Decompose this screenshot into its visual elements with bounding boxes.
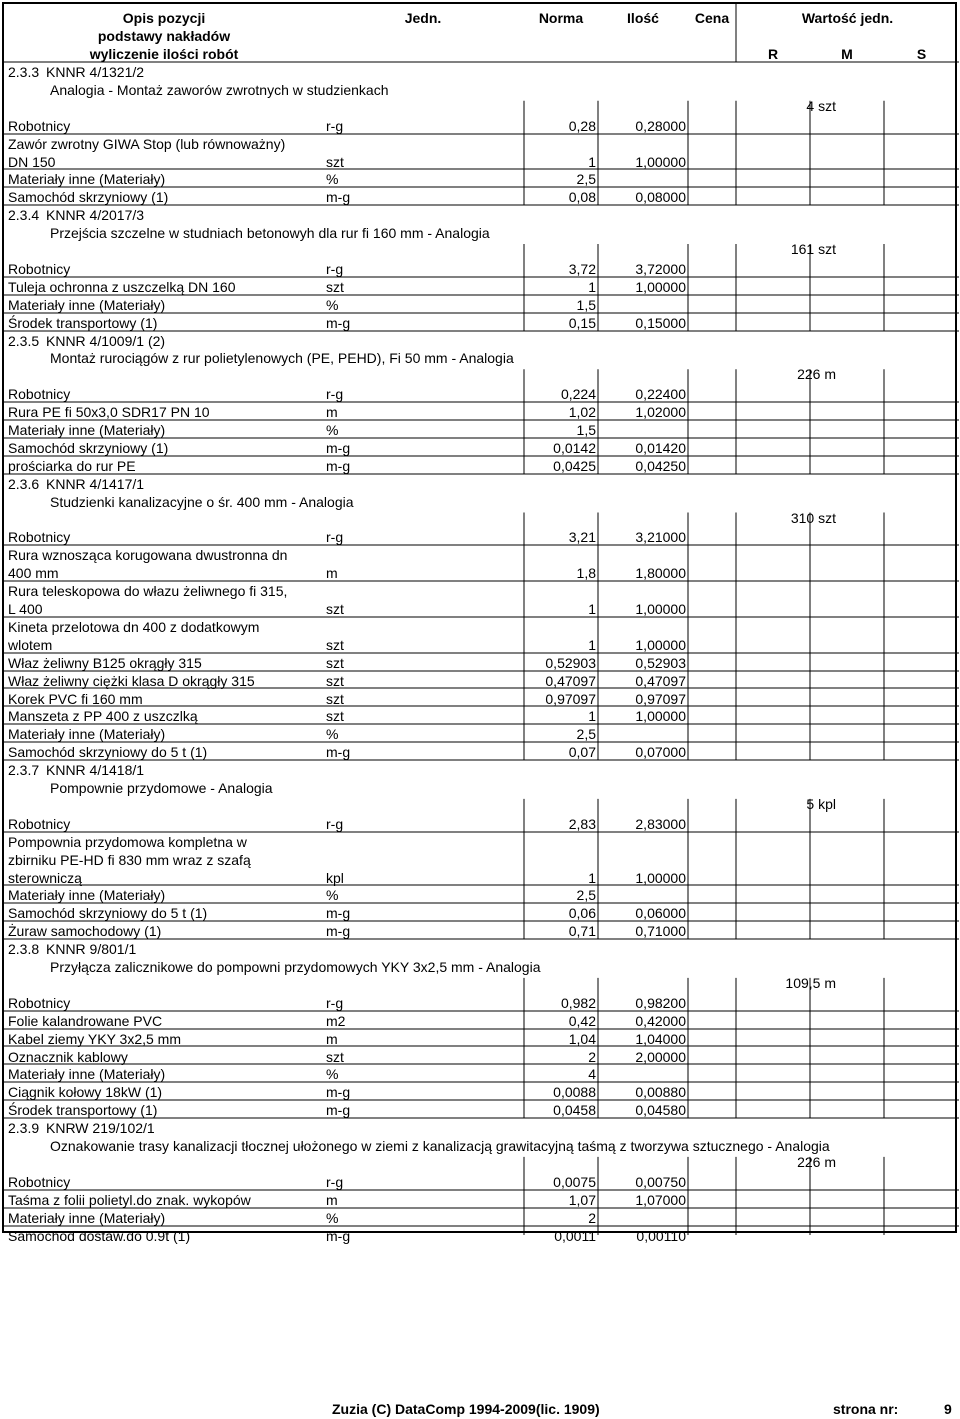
resource-unit: % — [326, 296, 339, 313]
resource-unit: m-g — [326, 457, 351, 474]
position-description: Studzienki kanalizacyjne o śr. 400 mm - Analogia — [50, 493, 354, 510]
footer-copyright: Zuzia (C) DataComp 1994-2009(lic. 1909) — [332, 1401, 600, 1417]
resource-norm: 0,0011 — [554, 1227, 596, 1244]
position-number: 2.3.7 — [8, 762, 40, 779]
resource-quantity: 3,72000 — [635, 260, 686, 277]
resource-name: Środek transportowy (1) — [8, 1102, 158, 1119]
resource-unit: szt — [326, 690, 344, 707]
catalog-basis: KNNR 4/1321/2 — [46, 64, 145, 80]
resource-quantity: 1,00000 — [635, 278, 686, 295]
resource-unit: m — [326, 404, 338, 421]
resource-norm: 0,0458 — [553, 1102, 596, 1119]
resource-name: Kabel ziemy YKY 3x2,5 mm — [8, 1030, 182, 1047]
resource-norm: 2,5 — [576, 726, 596, 743]
position-number: 2.3.4 — [8, 207, 40, 224]
resource-norm: 1,8 — [576, 565, 596, 582]
resource-norm: 0,06 — [568, 905, 596, 922]
resource-unit: r-g — [326, 386, 344, 403]
resource-name: zbirniku PE-HD fi 830 mm wraz z szafą — [8, 851, 251, 868]
resource-quantity: 0,98200 — [635, 994, 686, 1011]
resource-norm: 0,42 — [568, 1012, 596, 1029]
resource-name: Zawór zwrotny GIWA Stop (lub równoważny) — [8, 135, 286, 152]
resource-quantity: 3,21000 — [635, 529, 686, 546]
resource-unit: szt — [326, 708, 344, 725]
resource-quantity: 0,71000 — [635, 923, 686, 940]
resource-name: Materiały inne (Materiały) — [8, 726, 166, 743]
header-norma: Norma — [538, 10, 584, 26]
resource-name: Materiały inne (Materiały) — [8, 171, 166, 188]
header-r: R — [767, 46, 779, 62]
resource-unit: szt — [326, 672, 344, 689]
resource-unit: m-g — [326, 1227, 351, 1244]
resource-unit: r-g — [326, 994, 344, 1011]
resource-unit: szt — [326, 278, 344, 295]
resource-name: Robotnicy — [8, 1173, 71, 1190]
resource-norm: 3,72 — [568, 260, 596, 277]
resource-quantity: 0,00110 — [636, 1227, 686, 1244]
resource-unit: m-g — [326, 923, 351, 940]
resource-unit: r-g — [326, 260, 344, 277]
resource-quantity: 1,80000 — [635, 565, 686, 582]
resource-unit: r-g — [326, 815, 344, 832]
header-cena: Cena — [694, 10, 730, 26]
resource-unit: szt — [326, 636, 344, 653]
position-description: Montaż rurociągów z rur polietylenowych (PE, PEHD), Fi 50 mm - Analogia — [50, 350, 514, 367]
position-quantity: 310 szt — [790, 509, 836, 526]
position-description: Pompownie przydomowe - Analogia — [50, 780, 273, 796]
resource-norm: 1,04 — [568, 1030, 596, 1047]
catalog-basis: KNNR 4/2017/3 — [46, 207, 145, 224]
resource-quantity: 0,08000 — [635, 189, 686, 206]
resource-unit: m-g — [326, 314, 351, 331]
resource-quantity: 0,00750 — [635, 1173, 686, 1190]
resource-name: Samochód dostaw.do 0.9t (1) — [8, 1227, 191, 1244]
resource-name: 400 mm — [8, 565, 59, 582]
header-wartosc: Wartość jedn. — [801, 10, 894, 26]
position-number: 2.3.5 — [8, 332, 40, 349]
resource-unit: r-g — [326, 1173, 344, 1190]
position-number: 2.3.8 — [8, 941, 40, 958]
header-opis-line2: podstawy nakładów — [97, 28, 231, 44]
resource-name: Robotnicy — [8, 529, 71, 546]
resource-name: Kineta przelotowa dn 400 z dodatkowym — [8, 618, 260, 635]
position-number: 2.3.3 — [8, 64, 40, 80]
resource-quantity: 0,97097 — [635, 690, 686, 707]
resource-unit: m — [326, 1191, 338, 1208]
resource-unit: m-g — [326, 905, 351, 922]
resource-unit: % — [326, 726, 339, 743]
header-opis-line3: wyliczenie ilości robót — [89, 46, 239, 62]
resource-name: Samochód skrzyniowy do 5 t (1) — [8, 744, 208, 761]
resource-quantity: 1,00000 — [635, 153, 686, 170]
resource-name: Materiały inne (Materiały) — [8, 422, 166, 438]
position-quantity: 161 szt — [790, 241, 836, 257]
resource-name: L 400 — [8, 601, 43, 617]
resource-norm: 2,5 — [576, 887, 596, 904]
footer-page-label: strona nr: — [833, 1401, 899, 1417]
resource-quantity: 1,00000 — [635, 869, 686, 886]
position-quantity: 226 m — [797, 1153, 836, 1170]
resource-name: Folie kalandrowane PVC — [8, 1012, 163, 1029]
resource-name: Tuleja ochronna z uszczelką DN 160 — [8, 278, 236, 295]
catalog-basis: KNNR 4/1417/1 — [46, 475, 145, 492]
resource-unit: m — [326, 1030, 338, 1047]
resource-name: sterowniczą — [8, 869, 82, 886]
resource-name: Żuraw samochodowy (1) — [8, 923, 162, 940]
catalog-basis: KNNR 4/1009/1 (2) — [46, 332, 166, 349]
resource-unit: m — [326, 565, 338, 582]
header-opis-line1: Opis pozycji — [122, 10, 206, 26]
resource-norm: 1 — [588, 869, 596, 886]
position-quantity: 5 kpl — [806, 795, 836, 812]
resource-name: Pompownia przydomowa kompletna w — [8, 833, 247, 850]
resource-name: Robotnicy — [8, 117, 71, 134]
resource-quantity: 0,28000 — [635, 117, 686, 134]
resource-norm: 0,28 — [568, 117, 596, 134]
position-quantity: 4 szt — [806, 97, 836, 114]
resource-name: Środek transportowy (1) — [8, 314, 158, 331]
resource-unit: m-g — [326, 744, 351, 761]
position-description: Przejścia szczelne w studniach betonowyh dla rur fi 160 mm - Analogia — [50, 225, 490, 242]
resource-norm: 1 — [588, 636, 596, 653]
resource-name: Materiały inne (Materiały) — [8, 296, 166, 313]
resource-quantity: 0,07000 — [635, 744, 686, 761]
resource-name: Rura PE fi 50x3,0 SDR17 PN 10 — [8, 404, 210, 421]
resource-name: Korek PVC fi 160 mm — [8, 690, 143, 707]
resource-norm: 1,5 — [576, 422, 596, 438]
resource-norm: 0,982 — [560, 994, 596, 1011]
resource-unit: % — [326, 1066, 339, 1083]
resource-quantity: 1,07000 — [635, 1191, 686, 1208]
resource-name: Robotnicy — [8, 994, 71, 1011]
resource-name: Samochód skrzyniowy do 5 t (1) — [8, 905, 208, 922]
resource-norm: 4 — [588, 1066, 596, 1083]
header-ilosc: Ilość — [627, 10, 659, 26]
resource-norm: 2 — [588, 1209, 596, 1226]
resource-norm: 1 — [588, 153, 596, 170]
resource-unit: m2 — [326, 1012, 346, 1029]
resource-norm: 0,0142 — [553, 439, 596, 456]
resource-name: Taśma z folii polietyl.do znak. wykopów — [8, 1191, 251, 1208]
resource-name: wlotem — [8, 636, 53, 653]
resource-norm: 1 — [588, 601, 596, 617]
resource-unit: szt — [326, 1048, 344, 1065]
resource-quantity: 0,01420 — [635, 439, 686, 456]
resource-norm: 2 — [588, 1048, 596, 1065]
position-quantity: 226 m — [797, 366, 836, 383]
resource-quantity: 1,04000 — [635, 1030, 686, 1047]
resource-norm: 3,21 — [568, 529, 596, 546]
resource-unit: m-g — [326, 1102, 351, 1119]
resource-quantity: 0,47097 — [635, 672, 686, 689]
resource-quantity: 0,22400 — [635, 386, 686, 403]
resource-unit: r-g — [326, 529, 344, 546]
position-description: Analogia - Montaż zaworów zwrotnych w studzienkach — [50, 81, 389, 98]
resource-norm: 0,15 — [568, 314, 596, 331]
resource-name: Samochód skrzyniowy (1) — [8, 439, 169, 456]
resource-quantity: 0,42000 — [635, 1012, 686, 1029]
resource-norm: 2,5 — [576, 171, 596, 188]
resource-norm: 1,5 — [576, 296, 596, 313]
resource-unit: r-g — [326, 117, 344, 134]
resource-unit: kpl — [326, 869, 344, 886]
position-quantity: 109,5 m — [785, 974, 836, 991]
resource-unit: m-g — [326, 1084, 351, 1101]
resource-norm: 0,08 — [568, 189, 596, 206]
resource-quantity: 2,00000 — [635, 1048, 686, 1065]
resource-unit: % — [326, 171, 339, 188]
resource-unit: szt — [326, 654, 344, 671]
resource-quantity: 0,52903 — [635, 654, 686, 671]
resource-norm: 0,71 — [568, 923, 596, 940]
header-m: M — [841, 46, 853, 62]
resource-quantity: 2,83000 — [635, 815, 686, 832]
resource-norm: 0,0088 — [553, 1084, 596, 1101]
resource-name: Robotnicy — [8, 386, 71, 403]
catalog-basis: KNNR 9/801/1 — [46, 941, 137, 958]
resource-name: DN 150 — [8, 153, 56, 170]
resource-unit: szt — [326, 601, 344, 617]
catalog-basis: KNNR 4/1418/1 — [46, 762, 145, 779]
resource-name: Właz żeliwny ciężki klasa D okrągły 315 — [8, 672, 255, 689]
resource-quantity: 1,00000 — [635, 636, 686, 653]
resource-norm: 0,52903 — [545, 654, 596, 671]
header-s: S — [916, 46, 927, 62]
cost-estimate-sheet — [2, 2, 957, 1244]
position-description: Oznakowanie trasy kanalizacji tłocznej ułożonego w ziemi z kanalizacją grawitacyjną taśmą z tworzywa sztucznego - Analogia — [50, 1138, 830, 1154]
resource-quantity: 1,00000 — [635, 601, 686, 617]
resource-unit: % — [326, 422, 339, 438]
resource-name: Właz żeliwny B125 okrągły 315 — [8, 654, 202, 671]
resource-unit: m-g — [326, 439, 351, 456]
resource-name: Materiały inne (Materiały) — [8, 1209, 166, 1226]
resource-norm: 1 — [588, 708, 596, 725]
resource-unit: m-g — [326, 189, 351, 206]
resource-name: Rura teleskopowa do włazu żeliwnego fi 315, — [8, 583, 288, 600]
resource-name: Robotnicy — [8, 815, 71, 832]
resource-name: Samochód skrzyniowy (1) — [8, 189, 169, 206]
header-jedn: Jedn. — [404, 10, 442, 26]
resource-quantity: 0,06000 — [635, 905, 686, 922]
resource-norm: 0,224 — [560, 386, 596, 403]
resource-norm: 0,0425 — [553, 457, 596, 474]
resource-name: Rura wznosząca korugowana dwustronna dn — [8, 547, 288, 564]
resource-name: prościarka do rur PE — [8, 457, 136, 474]
resource-norm: 1,02 — [568, 404, 596, 421]
resource-norm: 1 — [588, 278, 596, 295]
resource-norm: 0,07 — [568, 744, 596, 761]
resource-name: Robotnicy — [8, 260, 71, 277]
resource-quantity: 0,00880 — [635, 1084, 686, 1101]
resource-name: Materiały inne (Materiały) — [8, 1066, 166, 1083]
footer-page-number: 9 — [944, 1401, 952, 1417]
resource-name: Ciągnik kołowy 18kW (1) — [8, 1084, 163, 1101]
resource-quantity: 0,04580 — [635, 1102, 686, 1119]
resource-quantity: 1,02000 — [635, 404, 686, 421]
resource-quantity: 0,04250 — [635, 457, 686, 474]
resource-quantity: 1,00000 — [635, 708, 686, 725]
resource-name: Manszeta z PP 400 z uszczlką — [8, 708, 198, 725]
resource-unit: szt — [326, 153, 344, 170]
resource-name: Oznacznik kablowy — [8, 1048, 128, 1065]
position-number: 2.3.9 — [8, 1120, 40, 1137]
resource-unit: % — [326, 1209, 339, 1226]
position-number: 2.3.6 — [8, 475, 40, 492]
position-description: Przyłącza zalicznikowe do pompowni przydomowych YKY 3x2,5 mm - Analogia — [50, 959, 541, 975]
resource-unit: % — [326, 887, 339, 904]
catalog-basis: KNRW 219/102/1 — [46, 1120, 155, 1137]
resource-name: Materiały inne (Materiały) — [8, 887, 166, 904]
resource-norm: 0,47097 — [545, 672, 596, 689]
resource-norm: 1,07 — [568, 1191, 596, 1208]
resource-quantity: 0,15000 — [635, 314, 686, 331]
resource-norm: 0,0075 — [553, 1173, 596, 1190]
resource-norm: 2,83 — [568, 815, 596, 832]
resource-norm: 0,97097 — [545, 690, 596, 707]
